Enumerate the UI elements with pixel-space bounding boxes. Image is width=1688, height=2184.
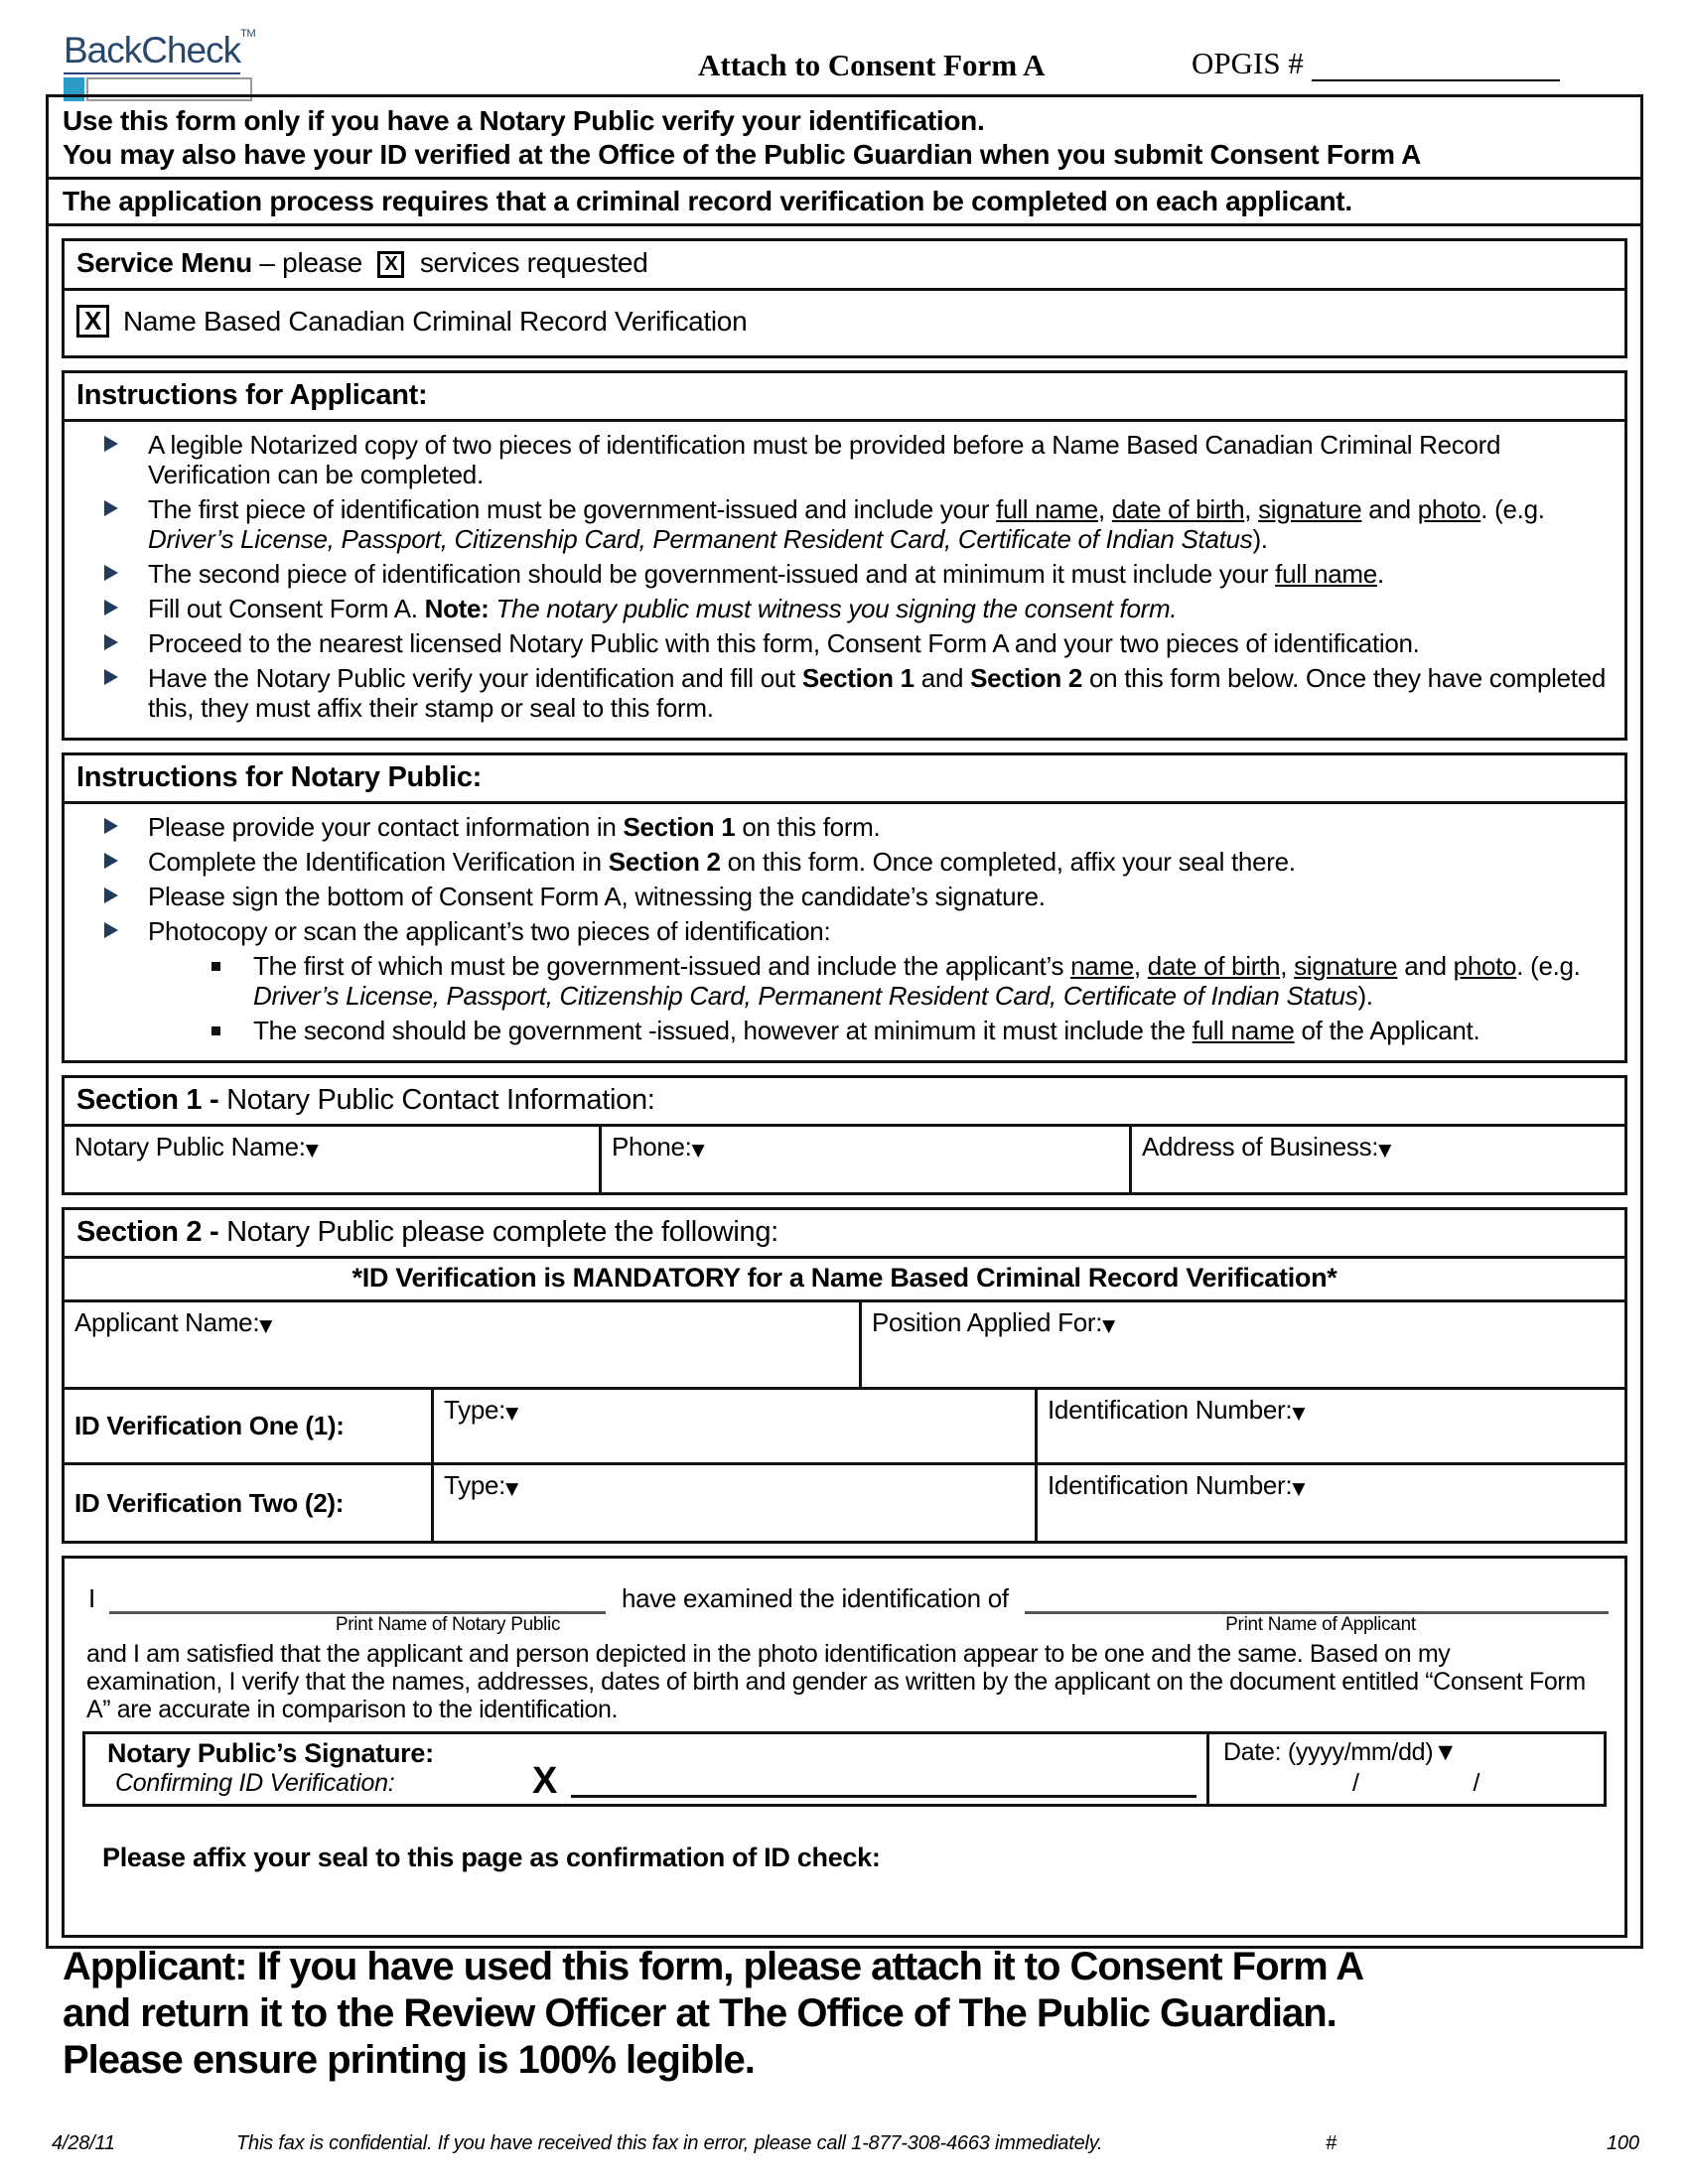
footer-confidential-text: This fax is confidential. If you have received this fax in error, please call 1-877-308-4663 immediately. bbox=[236, 2132, 1103, 2154]
bullet-item bbox=[65, 916, 1607, 946]
bullet-text: Complete the Identification Verification in Section 2 on this form. Once completed, affix your seal there. bbox=[148, 847, 1296, 877]
bullet-text: The second piece of identification should be government-issued and at minimum it must include your full name. bbox=[148, 559, 1384, 589]
notary-caption: Print Name of Notary Public bbox=[335, 1614, 561, 1635]
arrow-bullet-icon bbox=[104, 565, 118, 581]
id-two-type-field[interactable] bbox=[434, 1465, 1038, 1541]
square-bullet-icon bbox=[211, 962, 220, 971]
bullet-text: The first of which must be government-issued and include the applicant’s name, date of birth, signature and photo. (e.g. Driver’s License, Passport, Citizenship Card, Permanent Resident Card, Certificate of Indian Status). bbox=[253, 951, 1581, 1011]
id-two-number-field[interactable] bbox=[1038, 1465, 1624, 1541]
date-field[interactable] bbox=[1206, 1734, 1604, 1804]
bullet-text: Photocopy or scan the applicant’s two pieces of identification: bbox=[148, 916, 831, 946]
sub-bullet-item bbox=[65, 1016, 1607, 1045]
service-menu-title: Service Menu bbox=[76, 247, 252, 278]
address-field[interactable] bbox=[1132, 1127, 1624, 1192]
id-number-label: Identification Number: bbox=[1048, 1470, 1293, 1500]
dropdown-caret-icon: ▼ bbox=[1433, 1738, 1458, 1766]
message-line-1: Applicant: If you have used this form, please attach it to Consent Form A bbox=[63, 1945, 1364, 1988]
form-outer-frame bbox=[46, 94, 1643, 2082]
applicant-name-field[interactable] bbox=[65, 1302, 862, 1387]
id-two-label: ID Verification Two (2): bbox=[65, 1465, 434, 1541]
checkbox-checked-icon[interactable]: X bbox=[76, 305, 109, 338]
notary-name-blank-line[interactable] bbox=[109, 1582, 606, 1614]
phone-field[interactable] bbox=[602, 1127, 1132, 1192]
bullet-item bbox=[65, 430, 1607, 489]
dropdown-caret-icon: ▼ bbox=[259, 1316, 273, 1336]
bullet-text: The first piece of identification must be government-issued and include your full name, date of birth, signature and photo. (e.g. Driver’s License, Passport, Citizenship Card, Permanent Resident Card, Certificate of Indian Status). bbox=[148, 494, 1545, 554]
service-menu-text-1: – please bbox=[259, 247, 362, 278]
phone-label: Phone: bbox=[612, 1132, 692, 1161]
footer-page-number: 100 bbox=[1607, 2132, 1639, 2154]
opgis-field bbox=[1192, 46, 1560, 81]
dropdown-caret-icon: ▼ bbox=[1292, 1404, 1306, 1424]
bullet-item bbox=[65, 663, 1607, 723]
section1 bbox=[62, 1075, 1627, 1195]
square-bullet-icon bbox=[211, 1026, 220, 1035]
id-one-number-field[interactable] bbox=[1038, 1390, 1624, 1462]
signature-line[interactable] bbox=[571, 1795, 1196, 1798]
service-item-label: Name Based Canadian Criminal Record Verification bbox=[123, 305, 748, 337]
arrow-bullet-icon bbox=[104, 853, 118, 869]
section1-title bbox=[65, 1078, 1624, 1127]
dropdown-caret-icon: ▼ bbox=[691, 1141, 705, 1160]
position-field[interactable] bbox=[862, 1302, 1624, 1387]
service-item-row bbox=[65, 291, 1624, 355]
bullet-item bbox=[65, 628, 1607, 658]
arrow-bullet-icon bbox=[104, 922, 118, 938]
id-one-label: ID Verification One (1): bbox=[65, 1390, 434, 1462]
date-slash: / bbox=[1352, 1769, 1359, 1797]
notary-instructions-list bbox=[65, 804, 1624, 1060]
id-verification-one-row bbox=[65, 1390, 1624, 1465]
dropdown-caret-icon: ▼ bbox=[1292, 1479, 1306, 1499]
bullet-item bbox=[65, 812, 1607, 842]
dropdown-caret-icon: ▼ bbox=[505, 1479, 518, 1499]
bullet-item bbox=[65, 594, 1607, 623]
applicant-name-blank-line[interactable] bbox=[1025, 1582, 1609, 1614]
signature-box bbox=[82, 1731, 1607, 1807]
applicant-instructions-list bbox=[65, 422, 1624, 738]
date-label-row bbox=[1223, 1738, 1594, 1767]
service-menu-section bbox=[62, 238, 1627, 358]
id-verification-two-row bbox=[65, 1465, 1624, 1541]
arrow-bullet-icon bbox=[104, 818, 118, 834]
backcheck-logo bbox=[64, 30, 255, 101]
applicant-name-label: Applicant Name: bbox=[74, 1307, 260, 1337]
mandatory-note: *ID Verification is MANDATORY for a Name Based Criminal Record Verification* bbox=[65, 1259, 1624, 1302]
address-label: Address of Business: bbox=[1142, 1132, 1379, 1161]
notary-instructions-section bbox=[62, 752, 1627, 1063]
applicant-return-message bbox=[63, 1944, 1626, 2084]
footer-hash: # bbox=[1326, 2132, 1336, 2154]
section1-fields-row bbox=[65, 1127, 1624, 1192]
service-menu-text-2: services requested bbox=[419, 247, 648, 278]
date-label: Date: (yyyy/mm/dd) bbox=[1223, 1738, 1434, 1766]
type-label: Type: bbox=[444, 1395, 506, 1425]
type-label: Type: bbox=[444, 1470, 506, 1500]
arrow-bullet-icon bbox=[104, 634, 118, 650]
section2-title-bold: Section 2 - bbox=[76, 1216, 219, 1248]
notice-line-1: Use this form only if you have a Notary Public verify your identification. bbox=[63, 105, 985, 136]
bullet-text: A legible Notarized copy of two pieces of identification must be provided before a Name Based Canadian Criminal Record Verification can be completed. bbox=[148, 430, 1501, 489]
arrow-bullet-icon bbox=[104, 600, 118, 615]
examination-section bbox=[62, 1556, 1627, 1938]
notary-name-label: Notary Public Name: bbox=[74, 1132, 306, 1161]
message-line-3: Please ensure printing is 100% legible. bbox=[63, 2038, 755, 2082]
arrow-bullet-icon bbox=[104, 436, 118, 452]
bullet-item bbox=[65, 494, 1607, 554]
bullet-text: Fill out Consent Form A. Note: The notary public must witness you signing the consent form. bbox=[148, 594, 1178, 623]
section1-title-rest: Notary Public Contact Information: bbox=[226, 1084, 655, 1116]
section2-applicant-row bbox=[65, 1302, 1624, 1390]
date-slash: / bbox=[1473, 1769, 1480, 1797]
notice-line-3: The application process requires that a criminal record verification be completed on each applicant. bbox=[49, 177, 1640, 223]
notice-main bbox=[49, 97, 1640, 177]
position-label: Position Applied For: bbox=[872, 1307, 1103, 1337]
trademark-label: TM bbox=[240, 28, 256, 40]
dropdown-caret-icon: ▼ bbox=[505, 1404, 518, 1424]
signature-labels bbox=[85, 1734, 463, 1804]
arrow-bullet-icon bbox=[104, 887, 118, 903]
applicant-instructions-section bbox=[62, 370, 1627, 741]
arrow-bullet-icon bbox=[104, 500, 118, 516]
section2-title-rest: Notary Public please complete the following: bbox=[226, 1216, 778, 1248]
signature-label: Notary Public’s Signature: bbox=[107, 1738, 434, 1768]
dropdown-caret-icon: ▼ bbox=[1102, 1316, 1115, 1336]
signature-line-area bbox=[463, 1734, 1206, 1804]
blank-captions bbox=[80, 1614, 1609, 1640]
bullet-text: Have the Notary Public verify your identification and fill out Section 1 and Section 2 on this form below. Once they have completed this, they must affix their stamp or seal to this form. bbox=[148, 663, 1607, 723]
page-footer bbox=[0, 2124, 1688, 2164]
opgis-label: OPGIS # bbox=[1192, 46, 1304, 80]
applicant-caption: Print Name of Applicant bbox=[1225, 1614, 1416, 1635]
notary-instructions-title: Instructions for Notary Public: bbox=[65, 755, 1624, 804]
notice-line-2: You may also have your ID verified at the Office of the Public Guardian when you submit Consent Form A bbox=[63, 139, 1422, 170]
examination-pre: I bbox=[88, 1583, 95, 1613]
bullet-text: The second should be government -issued, however at minimum it must include the full name of the Applicant. bbox=[253, 1016, 1480, 1045]
dropdown-caret-icon: ▼ bbox=[305, 1141, 319, 1160]
section2-title bbox=[65, 1210, 1624, 1259]
notary-name-field[interactable] bbox=[65, 1127, 602, 1192]
notice-box bbox=[49, 97, 1640, 226]
seal-note: Please affix your seal to this page as confirmation of ID check: bbox=[102, 1843, 881, 1872]
section1-title-bold: Section 1 - bbox=[76, 1084, 219, 1116]
id-number-label: Identification Number: bbox=[1048, 1395, 1293, 1425]
bullet-text: Please provide your contact information in Section 1 on this form. bbox=[148, 812, 881, 842]
bullet-text: Proceed to the nearest licensed Notary Public with this form, Consent Form A and your two pieces of identification. bbox=[148, 628, 1420, 658]
backcheck-logo-text: BackCheck bbox=[64, 30, 240, 74]
date-slashes bbox=[1223, 1769, 1594, 1798]
document-header bbox=[0, 0, 1688, 94]
id-one-type-field[interactable] bbox=[434, 1390, 1038, 1462]
bullet-item bbox=[65, 882, 1607, 911]
examination-mid: have examined the identification of bbox=[621, 1583, 1009, 1613]
checkbox-checked-icon[interactable]: X bbox=[377, 251, 404, 278]
page-title: Attach to Consent Form A bbox=[698, 48, 1046, 82]
section2 bbox=[62, 1207, 1627, 1544]
applicant-instructions-title: Instructions for Applicant: bbox=[65, 373, 1624, 422]
seal-placeholder-area bbox=[80, 1873, 1609, 1935]
message-line-2: and return it to the Review Officer at The Office of The Public Guardian. bbox=[63, 1991, 1336, 2035]
opgis-blank-line[interactable] bbox=[1312, 48, 1560, 81]
bullet-text: Please sign the bottom of Consent Form A, witnessing the candidate’s signature. bbox=[148, 882, 1046, 911]
signature-sublabel: Confirming ID Verification: bbox=[115, 1769, 395, 1797]
signature-x-mark: X bbox=[532, 1760, 558, 1802]
footer-date: 4/28/11 bbox=[52, 2132, 115, 2154]
dropdown-caret-icon: ▼ bbox=[1378, 1141, 1392, 1160]
examination-paragraph: and I am satisfied that the applicant and person depicted in the photo identification appear to be one and the same. Based on my examination, I verify that the names, addresses, dates of birth and gender as written by the applicant on the document entitled “Consent Form A” are accurate in comparison to the identification. bbox=[86, 1640, 1586, 1723]
bullet-item bbox=[65, 847, 1607, 877]
bullet-item bbox=[65, 559, 1607, 589]
service-menu-header bbox=[65, 241, 1624, 291]
examination-blanks-line bbox=[80, 1582, 1609, 1614]
sub-bullet-item bbox=[65, 951, 1607, 1011]
arrow-bullet-icon bbox=[104, 669, 118, 685]
